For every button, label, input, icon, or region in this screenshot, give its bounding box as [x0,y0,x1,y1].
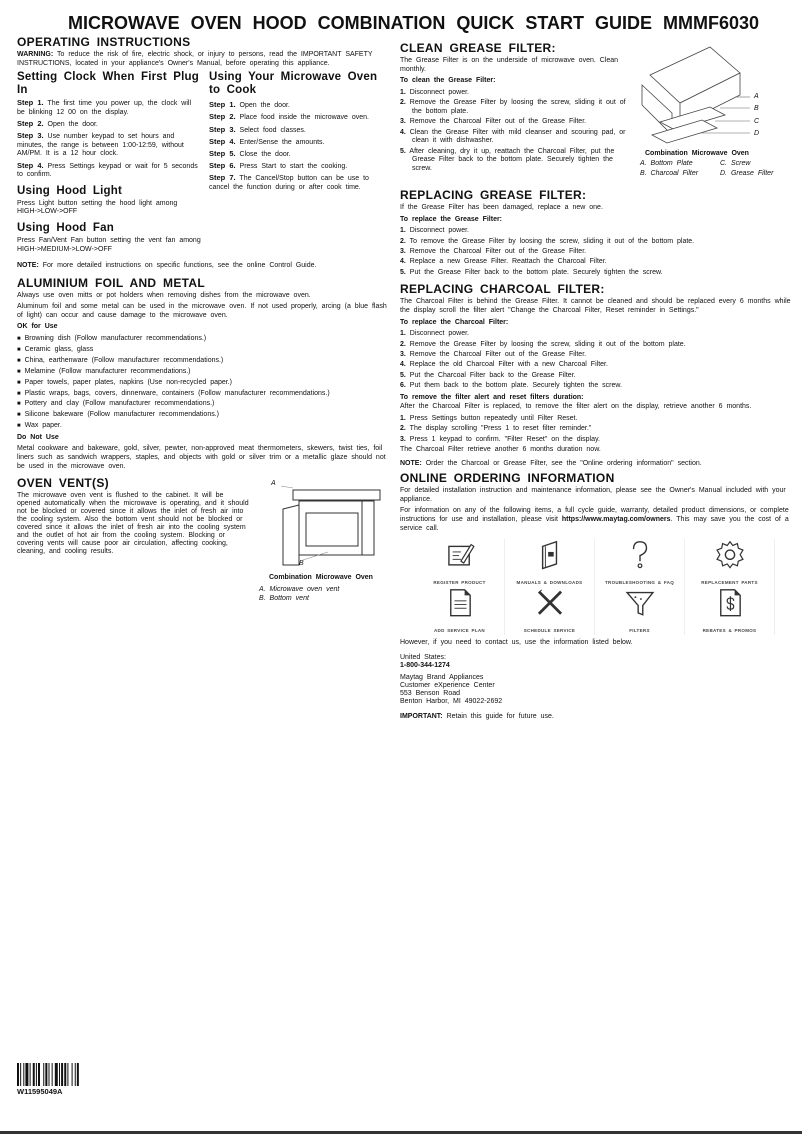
replace-charcoal-sub: To replace the Charcoal Filter: [400,318,509,326]
address-line: Benton Harbor, MI 49022-2692 [400,697,503,705]
step-text: Clean the Grease Filter with mild cleanser and scouring pad, or clean it with dishwasher. [405,128,626,145]
step-item [400,361,796,370]
warning-label: WARNING: [17,51,54,58]
step-item [400,118,632,127]
step-number: Step 7. [209,173,236,183]
step-text: Disconnect power. [405,330,469,338]
step-item [400,269,796,278]
step-text: Put them back to the bottom plate. Securely tighten the screw. [405,382,623,390]
clock-light-fan-column [17,71,201,257]
step-number: 5. [400,268,406,276]
step-item [400,238,796,247]
step-item [17,132,201,159]
barcode-bar [75,1063,76,1086]
step-text: Disconnect power. [405,88,469,96]
left-column [17,35,392,606]
document-title: MICROWAVE OVEN HOOD COMBINATION QUICK START GUIDE MMMF6030 [68,13,760,33]
replace-grease-intro: If the Grease Filter has been damaged, replace a new one. [400,204,603,211]
ok-item: ■ Silicone bakeware (Follow manufacturer recommendations.) [17,411,392,420]
vent-figure-block [259,476,389,606]
service-link-6[interactable] [595,587,685,635]
step-item [400,351,796,360]
address-line: Maytag Brand Appliances [400,673,484,681]
step-text: The Cancel/Stop button can be use to cancel the function during or after cook time. [209,175,369,191]
barcode [17,1063,107,1086]
ok-item: ■ Melamine (Follow manufacturer recommendations.) [17,368,392,377]
microwave-vent-figure [273,480,383,570]
step-number: 4. [400,258,406,266]
step-text: Open the door. [43,120,98,128]
step-text: The display scrolling "Press 1 to reset filter reminder." [405,425,592,433]
barcode-bar [33,1063,35,1086]
contact-address [400,674,796,706]
online-heading: ONLINE ORDERING INFORMATION [400,471,615,486]
clock-section [17,71,201,180]
filter-label-a: A [754,93,759,100]
question-icon [623,539,657,570]
step-text: Replace a new Grease Filter. Reattach the Charcoal Filter. [405,258,607,266]
service-link-label: SCHEDULE SERVICE [523,627,576,633]
replace-grease-section [400,188,796,277]
vent-figure-caption: Combination Microwave Oven [269,574,373,582]
step-number: Step 2. [17,118,44,128]
step-number: 3. [400,350,406,358]
ok-heading: OK for Use [17,323,58,331]
step-number: Step 4. [209,136,236,146]
important-label: IMPORTANT: [400,712,443,720]
important-text: Retain this guide for future use. [442,712,554,720]
hood-fan-text: Press Fan/Vent Fan button setting the vent fan among HIGH->MEDIUM->LOW->OFF [17,236,201,253]
barcode-bar [45,1063,47,1086]
vent-label-a: A [271,480,276,488]
barcode-bar [64,1063,66,1086]
vents-section [17,476,392,606]
step-text: Replace the old Charcoal Filter with a new Charcoal Filter. [405,361,608,369]
step-number: 2. [400,99,406,107]
step-item [400,382,796,391]
note-label: NOTE: [17,262,39,270]
replace-grease-heading: REPLACING GREASE FILTER: [400,188,587,202]
step-text: Remove the Grease Filter by loosing the screw, sliding it out of the bottom plate. [405,340,686,348]
service-link-1[interactable] [505,539,595,587]
cook-heading: Using Your Microwave Oven to Cook [209,71,378,97]
replace-charcoal-section [400,282,796,454]
operating-heading: OPERATING INSTRUCTIONS [17,35,191,49]
service-link-7[interactable] [685,587,775,635]
step-item [17,99,201,117]
step-text: To remove the Grease Filter by loosing the screw, sliding it out of the bottom plate. [405,237,695,245]
vents-heading: OVEN VENT(S) [17,476,109,491]
step-item [400,248,796,257]
ok-item: ■ Pottery and clay (Follow manufacturer recommendations.) [17,400,392,409]
hood-light-section [17,185,201,217]
barcode-bar [72,1063,73,1086]
step-text: Open the door. [235,102,290,110]
address-line: Customer eXperience Center [400,681,495,689]
hood-light-text: Press Light button setting the hood light among HIGH->LOW->OFF [17,199,178,216]
step-text: Use number keypad to set hours and minutes, the range is between 1:00-12:59, without AM/PM. It is a 12 hour clock. [17,133,184,158]
step-text: The first time you power up, the clock will be blinking 12 00 on the display. [17,100,192,116]
step-item [400,99,632,116]
step-number: 5. [400,371,406,379]
step-number: 1. [400,88,406,96]
step-item [400,425,796,434]
step-number: Step 4. [17,160,44,170]
ok-item: ■ Ceramic glass, glass [17,346,392,355]
step-number: 1. [400,227,406,235]
register-product-icon [443,539,477,570]
filter-legend-a: A. Bottom Plate [640,160,693,167]
warning-text: To reduce the risk of fire, electric shock, or injury to persons, read the IMPORTANT SAFETY INSTRUCTIONS, located in your appliance's Owner's Manual, before operating this appliance. [17,51,373,67]
step-item [400,89,632,98]
step-number: 2. [400,425,406,433]
hood-fan-heading: Using Hood Fan [17,221,114,234]
step-item [17,120,201,130]
step-text: Press Start to start the cooking. [235,163,348,171]
step-number: 5. [400,147,406,155]
owners-link[interactable]: https://www.maytag.com/owners [561,516,671,523]
tools-icon [533,587,567,618]
step-text: Remove the Grease Filter by loosing the screw, sliding it out of the bottom plate. [405,99,626,115]
step-text: Close the door. [235,150,291,158]
foil-p2: Aluminum foil and some metal can be used in the microwave oven. If not used properly, arcing (a blue flash of light) can occur and cause damage to the microwave oven. [17,303,387,319]
step-item [400,330,796,339]
step-text: Remove the Charcoal Filter out of the Grease Filter. [405,350,587,358]
vent-label-b: B [299,560,304,568]
note-ordering [400,460,796,469]
contact-phone[interactable]: 1-800-344-1274 [400,662,450,670]
step-number: 2. [400,340,406,348]
step-item [400,372,796,381]
step-text: Enter/Sense the amounts. [235,138,325,146]
vents-text-column [17,476,249,606]
step-item [400,341,796,350]
barcode-bar [49,1063,50,1086]
step-number: Step 1. [209,100,236,110]
top-two-columns [17,71,392,257]
filter-label-d: D [754,130,760,137]
barcode-bar [67,1063,68,1086]
step-text: Disconnect power. [405,227,469,235]
step-text: Put the Grease Filter back to the bottom plate. Securely tighten the screw. [405,268,663,276]
step-item [209,162,392,172]
step-item [400,227,796,236]
step-number: 3. [400,435,406,443]
barcode-bar [52,1063,53,1086]
service-link-2[interactable] [595,539,685,587]
online-p2 [400,507,796,533]
service-link-label: REGISTER PRODUCT [433,579,486,585]
step-number: Step 1. [17,98,44,108]
step-text: Remove the Charcoal Filter out of the Grease Filter. [405,118,587,126]
vent-legend-b: B. Bottom vent [259,595,309,603]
service-link-label: TROUBLESHOOTING & FAQ [604,579,675,585]
step-text: Place food inside the microwave oven. [235,114,369,122]
step-item [17,162,201,180]
service-link-label: REPLACEMENT PARTS [701,579,758,585]
step-item [209,126,392,136]
part-number: W11595049A [17,1087,63,1096]
step-number: Step 2. [209,112,236,122]
barcode-bar [25,1063,28,1086]
contact-section [400,639,796,721]
contact-intro: However, if you need to contact us, use the information listed below. [400,639,633,647]
contact-country: United States: [400,653,446,661]
step-text: Put the Charcoal Filter back to the Grease Filter. [405,371,576,379]
note-text: Order the Charcoal or Grease Filter, see the "Online ordering information" section. [421,459,702,467]
step-number: Step 3. [17,131,44,141]
document-icon [443,587,477,618]
step-item [400,129,632,146]
online-section [400,471,796,533]
filter-legend-c: C. Screw [720,160,751,167]
step-number: 3. [400,247,406,255]
dollar-doc-icon [713,587,747,618]
step-item [400,436,796,445]
service-icons-grid [415,539,796,635]
barcode-bar [38,1063,40,1086]
clean-intro: The Grease Filter is on the underside of microwave oven. Clean monthly. [400,57,619,73]
step-item [209,174,392,192]
barcode-bar [23,1063,24,1086]
note-control-guide [17,262,392,271]
gear-icon [713,539,747,570]
step-number: 1. [400,414,406,422]
filter-figure [640,45,752,145]
right-column-lower [400,188,796,725]
barcode-bar [17,1063,19,1086]
step-number: Step 3. [209,124,236,134]
cook-section [209,71,392,257]
step-item [209,113,392,123]
service-link-3[interactable] [685,539,775,587]
online-p2-text: For information on any of the following items, a full cycle guide, warranty, detailed product dimensions, or complete instructions for use and installation, please visit [400,507,789,523]
step-item [400,258,796,267]
barcode-bar [30,1063,31,1086]
barcode-bar [20,1063,21,1086]
step-item [400,415,796,424]
reset-outro: The Charcoal Filter retrieve another 6 months duration now. [400,446,601,454]
replace-grease-sub: To replace the Grease Filter: [400,215,503,223]
step-text: Remove the Charcoal Filter out of the Grease Filter. [405,247,587,255]
barcode-bar [77,1063,79,1086]
hood-fan-section [17,222,201,254]
ok-item: ■ Paper towels, paper plates, napkins (Use non-recycled paper.) [17,379,392,388]
replace-charcoal-heading: REPLACING CHARCOAL FILTER: [400,282,605,297]
filter-figure-caption: Combination Microwave Oven [645,150,749,157]
ok-item: ■ Plastic wraps, bags, covers, dinnerware, containers (Follow manufacturer recommendations.) [17,390,392,399]
barcode-bar [36,1063,37,1086]
clean-section [400,41,632,175]
online-p2-end: . This may save you the cost of a service call. [400,516,789,532]
service-link-label: REBATES & PROMOS [702,627,757,633]
barcode-bar [55,1063,58,1086]
barcode-bar [43,1063,44,1086]
step-text: Select food classes. [235,126,306,134]
barcode-bar [59,1063,60,1086]
note-label: NOTE: [400,459,422,467]
step-item [209,138,392,148]
no-heading: Do Not Use [17,433,59,441]
clean-sub: To clean the Grease Filter: [400,77,496,85]
ok-item: ■ Wax paper. [17,422,392,431]
step-number: 1. [400,330,406,338]
replace-charcoal-intro: The Charcoal Filter is behind the Grease Filter. It cannot be cleaned and should be replaced every 6 months while the display scroll the filter alert "Change the Charcoal Filter, Reset reminder in Settings." [400,298,791,314]
filter-legend-b: B. Charcoal Filter [640,170,699,177]
step-number: Step 6. [209,161,236,171]
step-item [209,101,392,111]
operating-section [17,35,392,68]
vent-legend-a: A. Microwave oven vent [259,586,340,594]
foil-section [17,276,392,471]
step-text: Press 1 keypad to confirm. "Filter Reset" on the display. [405,435,600,443]
step-text: Press Settings button repeatedly until Filter Reset. [405,414,578,422]
hood-light-heading: Using Hood Light [17,184,123,197]
filter-label-c: C [754,118,760,125]
step-number: 6. [400,382,406,390]
service-link-0[interactable] [415,539,505,587]
reset-intro: After the Charcoal Filter is replaced, to remove the filter alert on the display, retrieve another 6 months. [400,403,752,411]
filter-legend-d: D. Grease Filter [720,170,774,177]
service-link-4[interactable] [415,587,505,635]
ok-item: ■ Browning dish (Follow manufacturer recommendations.) [17,335,392,344]
ok-list [17,335,392,431]
foil-p1: Always use oven mitts or pot holders when removing dishes from the microwave oven. [17,291,311,299]
clock-heading: Setting Clock When First Plug In [17,71,200,97]
funnel-icon [623,587,657,618]
vents-text: The microwave oven vent is flushed to the cabinet. It will be opened automatically when the microwave is operating, and it should not be blocked or covered since it allows the inlet of fresh air into the cooling system. Also the bottom vent should not be blocked or covered since it allows the inlet of fresh air into the cooling system and the outlet of hot air from the cooling system. Blocking or covering vents will cause poor air circulation, affecting cooking, cleaning, and cooling results. [17,492,249,556]
step-number: Step 5. [209,148,236,158]
clean-heading: CLEAN GREASE FILTER: [400,41,556,55]
ok-item: ■ China, earthenware (Follow manufacturer recommendations.) [17,357,392,366]
online-p1: For detailed installation instruction and maintenance information, please see the Owner's Manual included with your appliance. [400,487,786,503]
step-text: Press Settings keypad or wait for 5 seconds to confirm. [17,162,198,179]
manuals-icon [533,539,567,570]
no-text: Metal cookware and bakeware, gold, silver, pewter, non-approved meat thermometers, skewers, twist ties, foil liners such as sandwich wrappers, staples, and objects with gold or silver trim or a metallic glaze should not be used in the microwave oven. [17,445,386,470]
step-number: 2. [400,237,406,245]
step-item [400,148,632,174]
foil-heading: ALUMINIUM FOIL AND METAL [17,275,205,290]
reset-sub: To remove the filter alert and reset filters duration: [400,393,584,401]
step-number: 4. [400,128,406,136]
step-text: After cleaning, dry it up, reattach the Charcoal Filter, put the Grease Filter back to the bottom plate. Securely tighten the screw. [405,147,615,172]
filter-label-b: B [754,105,759,112]
barcode-bar [61,1063,63,1086]
service-link-label: ADD SERVICE PLAN [434,627,485,633]
step-number: 3. [400,118,406,126]
step-item [209,150,392,160]
service-link-5[interactable] [505,587,595,635]
service-link-label: FILTERS [629,627,650,633]
address-line: 553 Benson Road [400,689,461,697]
note-text: For more detailed instructions on specific functions, see the online Control Guide. [38,262,317,270]
service-link-label: MANUALS & DOWNLOADS [516,579,583,585]
step-number: 4. [400,361,406,369]
